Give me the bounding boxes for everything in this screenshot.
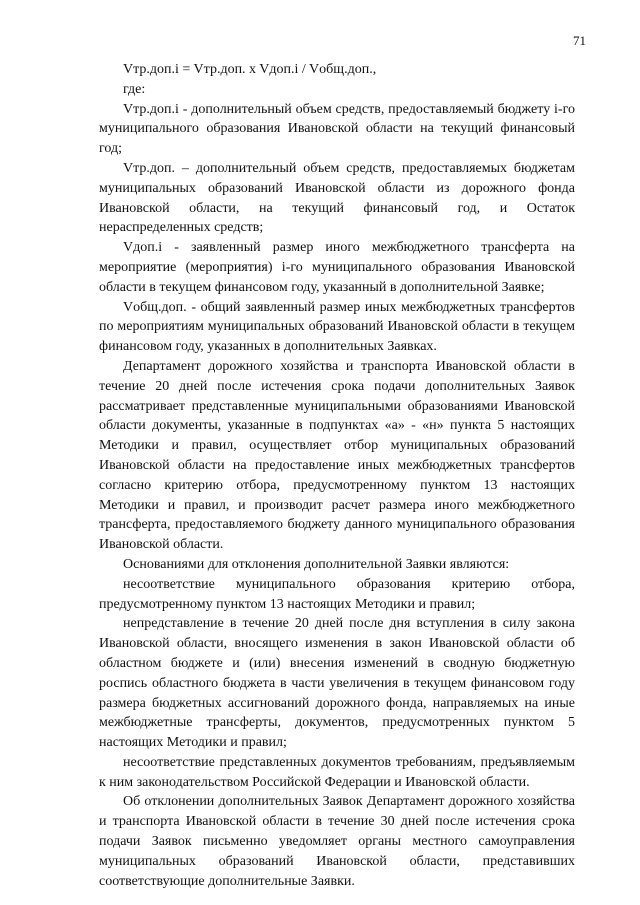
definition-vtr-dop: Vтр.доп. – дополнительный объем средств, предоставляемых бюджетам муниципальных образований Ивановской области из дорожного фонда Ивановской области, на текущий финансовый год, и Остаток нераспределенных средств; — [99, 160, 575, 236]
page-number: 71 — [573, 33, 586, 48]
definition-vtr-dop-i: Vтр.доп.i - дополнительный объем средств, предоставляемый бюджету i-го муниципального образования Ивановской области на текущий финансовый год; — [99, 101, 575, 157]
rejection-notification-paragraph: Об отклонении дополнительных Заявок Департамент дорожного хозяйства и транспорта Ивановской области в течение 30 дней после истечения срока подачи Заявок письменно уведомляет органы местного самоуправления муниципальных образований Ивановской области, представивших соответствующие дополнительные Заявки. — [99, 794, 575, 889]
rejection-ground-criterion: несоответствие муниципального образования критерию отбора, предусмотренному пунктом 13 настоящих Методики и правил; — [99, 576, 575, 612]
definition-vobsch-dop: Vобщ.доп. - общий заявленный размер иных межбюджетных трансфертов по мероприятиям муниципальных образований Ивановской области в текущем финансовом году, указанных в дополнительных Заявках. — [99, 299, 575, 355]
where-label: где: — [123, 81, 146, 97]
document-body — [99, 60, 575, 891]
formula: Vтр.доп.i = Vтр.доп. x Vдоп.i / Vобщ.доп., — [123, 62, 377, 77]
rejection-ground-noncompliance: несоответствие представленных документов требованиям, предъявляемым к ним законодательством Российской Федерации и Ивановской области. — [99, 754, 575, 790]
rejection-grounds-heading: Основаниями для отклонения дополнительной Заявки являются: — [123, 556, 510, 572]
rejection-ground-missing-documents: непредставление в течение 20 дней после дня вступления в силу закона Ивановской области, вносящего изменения в закон Ивановской области об областном бюджете и (или) внесения изменений в сводную бюджетную роспись областного бюджета в части увеличения в текущем финансовом году размера бюджетных ассигнований дорожного фонда, направляемых на иные межбюджетные трансферты, документов, предусмотренных пунктом 5 настоящих Методики и правил; — [99, 616, 575, 751]
definition-vdop-i: Vдоп.i - заявленный размер иного межбюджетного трансферта на мероприятие (мероприятия) i-го муниципального образования Ивановской области в текущем финансовом году, указанный в дополнительной Заявке; — [99, 240, 575, 295]
department-review-paragraph: Департамент дорожного хозяйства и транспорта Ивановской области в течение 20 дней после истечения срока подачи дополнительных Заявок рассматривает представленные муниципальными образованиями Ивановской области документы, указанные в подпунктах «а» - «н» пункта 5 настоящих Методики и правил, осуществляет отбор муниципальных образований Ивановской области на предоставление иных межбюджетных трансфертов согласно критерию отбора, предусмотренному пунктом 13 настоящих Методики и правил, и производит расчет размера иного межбюджетного трансферта, предоставляемого бюджету данного муниципального образования Ивановской области. — [99, 358, 575, 553]
